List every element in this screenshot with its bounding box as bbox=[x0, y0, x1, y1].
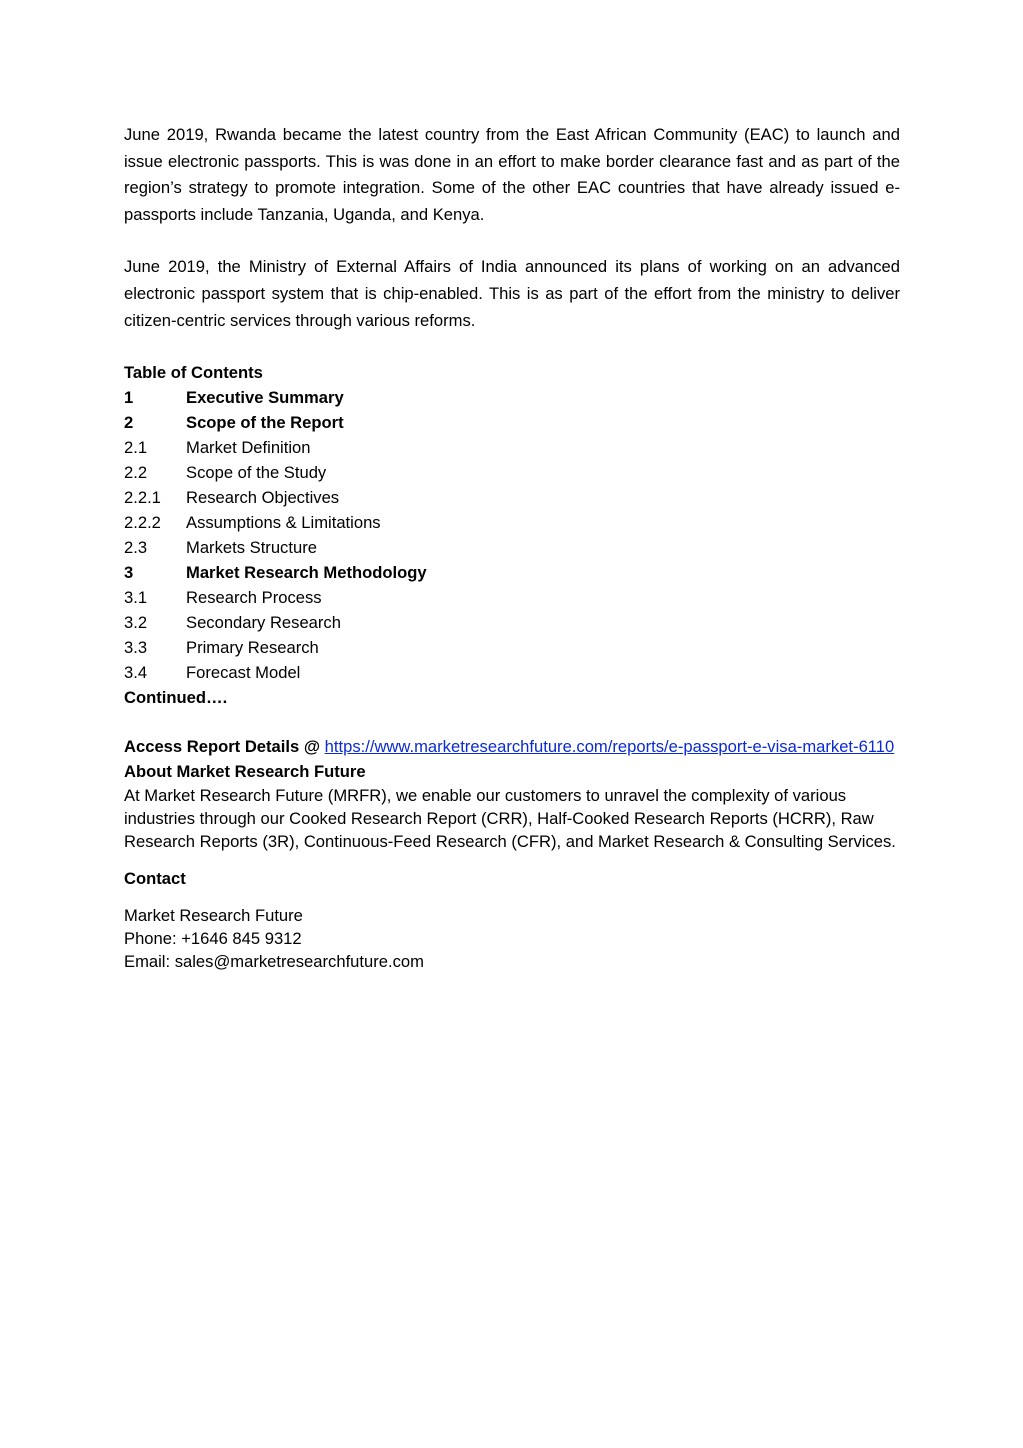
toc-item bbox=[124, 660, 900, 685]
toc-item bbox=[124, 385, 900, 410]
contact-phone: Phone: +1646 845 9312 bbox=[124, 929, 302, 949]
toc-title: Table of Contents bbox=[124, 363, 263, 383]
toc-item-label: Research Process bbox=[186, 588, 322, 608]
toc-item-label: Market Research Methodology bbox=[186, 563, 427, 583]
toc-item-number: 2.2 bbox=[124, 463, 148, 483]
toc-item-number: 2.3 bbox=[124, 538, 148, 558]
toc-item bbox=[124, 485, 900, 510]
toc-item-label: Scope of the Study bbox=[186, 463, 327, 483]
access-report-label: Access Report Details @ bbox=[124, 737, 325, 757]
toc-item-label: Primary Research bbox=[186, 638, 319, 658]
contact-title: Contact bbox=[124, 869, 186, 889]
toc-item-label: Market Definition bbox=[186, 438, 311, 458]
toc-item bbox=[124, 635, 900, 660]
contact-email: Email: sales@marketresearchfuture.com bbox=[124, 952, 424, 972]
toc-item-number: 3.4 bbox=[124, 663, 148, 683]
toc-item-number: 3 bbox=[124, 563, 134, 583]
paragraph-rwanda: June 2019, Rwanda became the latest country from the East African Community (EAC) to launch and issue electronic passports. This is was done in an effort to make border clearance fast and as part of the region’s strategy to promote integration. Some of the other EAC countries that have already issued e-passports include Tanzania, Uganda, and Kenya. bbox=[124, 125, 900, 224]
about-title: About Market Research Future bbox=[124, 761, 366, 781]
toc-item bbox=[124, 410, 900, 435]
toc-item-number: 2.2.2 bbox=[124, 513, 161, 533]
toc-item-number: 3.3 bbox=[124, 638, 148, 658]
toc-item bbox=[124, 510, 900, 535]
document-page bbox=[124, 122, 900, 973]
toc-item-number: 2.2.1 bbox=[124, 488, 161, 508]
contact-details bbox=[124, 904, 900, 973]
toc-item-label: Assumptions & Limitations bbox=[186, 513, 381, 533]
toc-list bbox=[124, 385, 900, 685]
toc-item bbox=[124, 610, 900, 635]
toc-item-label: Forecast Model bbox=[186, 663, 301, 683]
about-body: At Market Research Future (MRFR), we enable our customers to unravel the complexity of various industries through our Cooked Research Report (CRR), Half-Cooked Research Reports (HCRR), Raw Research Reports (3R), Continuous-Feed Research (CFR), and Market Research & Consulting Services. bbox=[124, 786, 896, 852]
toc-item-number: 3.1 bbox=[124, 588, 148, 608]
toc-item bbox=[124, 585, 900, 610]
toc-item-number: 1 bbox=[124, 388, 134, 408]
paragraph-india: June 2019, the Ministry of External Affairs of India announced its plans of working on an advanced electronic passport system that is chip-enabled. This is as part of the effort from the ministry to deliver citizen-centric services through various reforms. bbox=[124, 257, 900, 330]
toc-item-label: Secondary Research bbox=[186, 613, 341, 633]
toc-item-label: Research Objectives bbox=[186, 488, 340, 508]
toc-item bbox=[124, 560, 900, 585]
toc-item-label: Markets Structure bbox=[186, 538, 317, 558]
table-of-contents bbox=[124, 360, 900, 710]
toc-item bbox=[124, 535, 900, 560]
toc-item bbox=[124, 460, 900, 485]
toc-item-number: 2.1 bbox=[124, 438, 148, 458]
toc-item-label: Executive Summary bbox=[186, 388, 344, 408]
toc-item-number: 3.2 bbox=[124, 613, 148, 633]
contact-name: Market Research Future bbox=[124, 906, 303, 926]
access-report bbox=[124, 735, 900, 760]
toc-item bbox=[124, 435, 900, 460]
report-link[interactable]: https://www.marketresearchfuture.com/reports/e-passport-e-visa-market-6110 bbox=[324, 737, 895, 757]
toc-item-number: 2 bbox=[124, 413, 134, 433]
toc-item-label: Scope of the Report bbox=[186, 413, 344, 433]
toc-continued: Continued…. bbox=[124, 688, 228, 708]
